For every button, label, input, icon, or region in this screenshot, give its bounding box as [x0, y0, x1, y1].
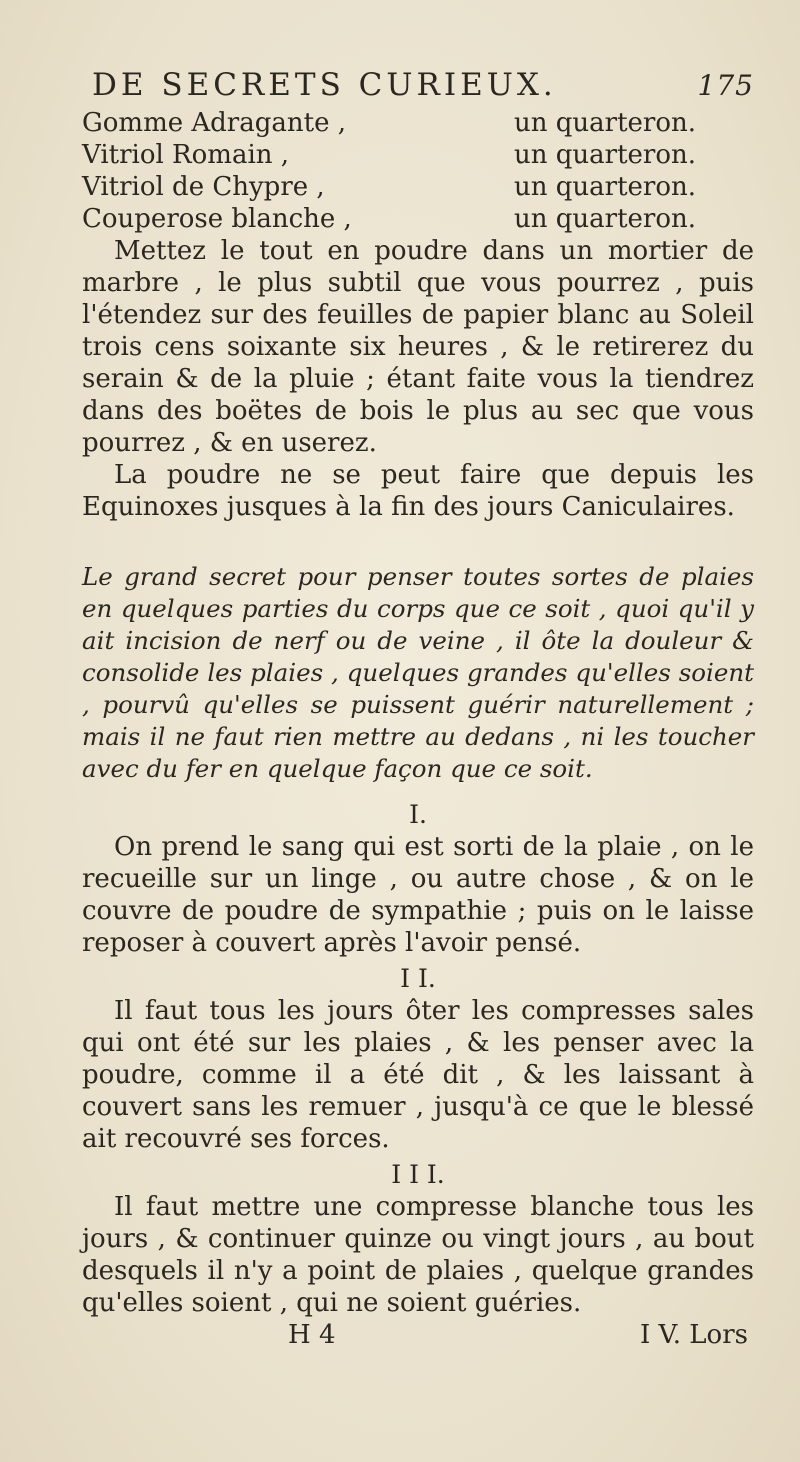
ingredient-quantity: un quarteron.: [514, 140, 696, 170]
running-head-title: DE SECRETS CURIEUX.: [92, 67, 557, 103]
ingredient-row: [82, 107, 754, 139]
running-head: [92, 67, 754, 103]
ingredient-name: Gomme Adragante ,: [82, 108, 346, 138]
ingredient-name: Vitriol de Chypre ,: [82, 172, 325, 202]
ingredient-quantity: un quarteron.: [514, 204, 696, 234]
ingredient-row: [82, 139, 754, 171]
page-number: 175: [697, 69, 754, 102]
ingredient-name: Couperose blanche ,: [82, 204, 352, 234]
item-numeral: I I I.: [391, 1160, 445, 1189]
season-paragraph: La poudre ne se peut faire que depuis les Equinoxes jusques à la fin des jours Caniculaires.: [82, 460, 754, 522]
item-text: On prend le sang qui est sorti de la plaie , on le recueille sur un linge , ou autre chose , & on le couvre de poudre de sympathie ; puis on le laisse reposer à couvert après l'avoir pensé.: [82, 832, 754, 958]
item-numeral: I I.: [400, 964, 436, 993]
ingredient-name: Vitriol Romain ,: [82, 140, 290, 170]
catchword: I V. Lors: [640, 1320, 748, 1350]
signature-mark: H 4: [288, 1320, 336, 1350]
item-numeral: I.: [409, 800, 427, 829]
section-heading: Le grand secret pour penser toutes sortes de plaies en quelques parties du corps que ce soit , quoi qu'il y ait incision de nerf ou de veine , il ôte la douleur & consolide les plaies , quelques grandes qu'elles soient , pourvû qu'elles se puissent guérir naturellement ; mais il ne faut rien mettre au dedans , ni les toucher avec du fer en quelque façon que ce soit.: [82, 562, 754, 783]
ingredient-row: [82, 171, 754, 203]
ingredient-list: [82, 107, 754, 235]
ingredient-quantity: un quarteron.: [514, 172, 696, 202]
page-footer: [82, 1319, 754, 1351]
instructions-paragraph: Mettez le tout en poudre dans un mortier de marbre , le plus subtil que vous pourrez , puis l'étendez sur des feuilles de papier blanc au Soleil trois cens soixante six heures , & le retirerez du serain & de la pluie ; étant faite vous la tiendrez dans des boëtes de bois le plus au sec que vous pourrez , & en userez.: [82, 236, 754, 458]
ingredient-quantity: un quarteron.: [514, 108, 696, 138]
ingredient-row: [82, 203, 754, 235]
item-text: Il faut mettre une compresse blanche tous les jours , & continuer quinze ou vingt jours , au bout desquels il n'y a point de plaies , quelque grandes qu'elles soient , qui ne soient guéries.: [82, 1192, 754, 1318]
item-text: Il faut tous les jours ôter les compresses sales qui ont été sur les plaies , & les penser avec la poudre, comme il a été dit , & les laissant à couvert sans les remuer , jusqu'à ce que le blessé ait recouvré ses forces.: [82, 996, 754, 1154]
